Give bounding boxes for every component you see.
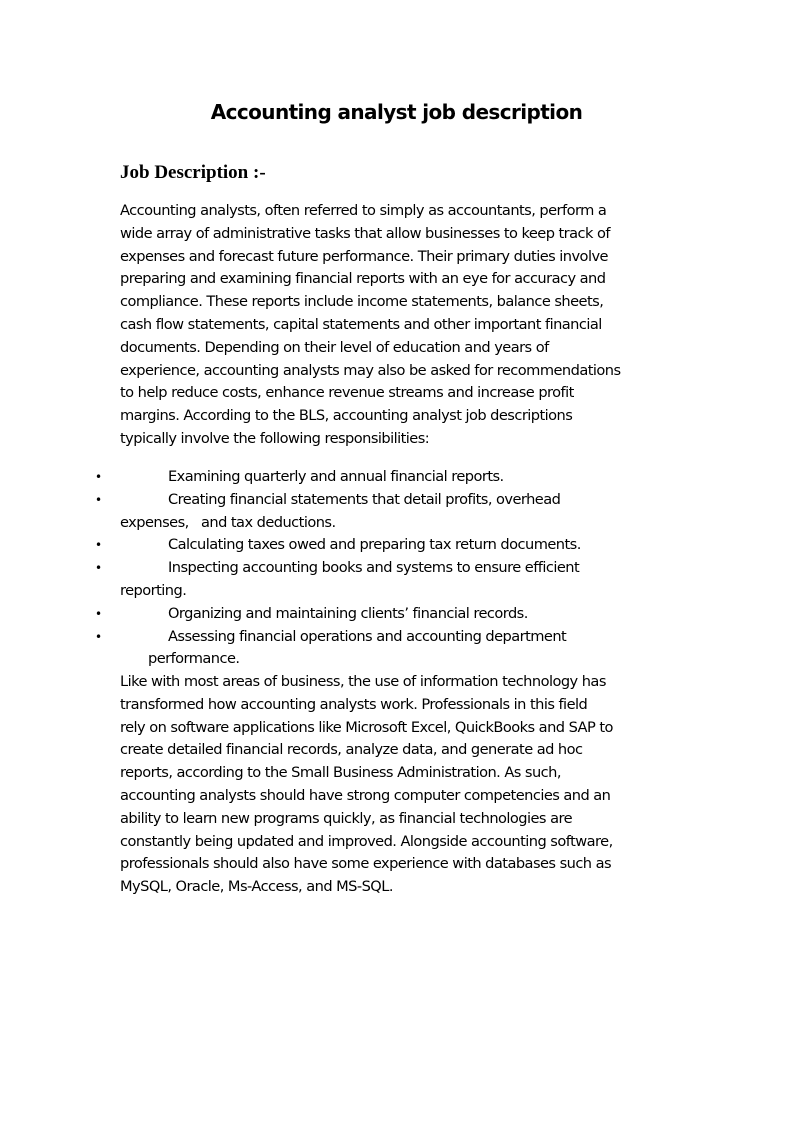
intro-line: cash flow statements, capital statements and other important financial <box>120 315 602 333</box>
intro-line: margins. According to the BLS, accounting analyst job descriptions <box>120 407 573 425</box>
responsibilities-list <box>0 466 793 671</box>
closing-line: constantly being updated and improved. Alongside accounting software, <box>120 832 613 850</box>
closing-line: create detailed financial records, analyze data, and generate ad hoc <box>120 741 583 759</box>
intro-line: preparing and examining financial reports with an eye for accuracy and <box>120 270 606 288</box>
intro-line: to help reduce costs, enhance revenue streams and increase profit <box>120 384 574 402</box>
list-item <box>0 603 620 626</box>
list-item-continuation: expenses, and tax deductions. <box>120 513 336 531</box>
closing-line: accounting analysts should have strong computer competencies and an <box>120 786 611 804</box>
list-item-text: Inspecting accounting books and systems to ensure efficient <box>168 559 580 577</box>
intro-line: compliance. These reports include income statements, balance sheets, <box>120 293 604 311</box>
list-item <box>0 466 620 489</box>
list-item-text: Organizing and maintaining clients’ financial records. <box>168 604 528 622</box>
bullet-icon: • <box>95 629 102 644</box>
list-item <box>0 489 620 535</box>
closing-paragraph <box>120 671 680 899</box>
bullet-icon: • <box>95 561 102 576</box>
closing-line: Like with most areas of business, the use of information technology has <box>120 673 606 690</box>
intro-paragraph <box>120 200 680 451</box>
bullet-icon: • <box>95 470 102 484</box>
closing-line: rely on software applications like Microsoft Excel, QuickBooks and SAP to <box>120 718 613 736</box>
list-item <box>0 534 620 557</box>
intro-line: experience, accounting analysts may also be asked for recommendations <box>120 361 621 379</box>
closing-line: reports, according to the Small Business Administration. As such, <box>120 764 561 782</box>
intro-line: Accounting analysts, often referred to simply as accountants, perform a <box>120 202 607 219</box>
section-heading: Job Description :- <box>120 162 266 183</box>
bullet-icon: • <box>95 492 102 507</box>
list-item <box>0 626 620 672</box>
intro-line: expenses and forecast future performance. Their primary duties involve <box>120 247 608 265</box>
bullet-icon: • <box>95 606 102 621</box>
closing-line: transformed how accounting analysts work. Professionals in this field <box>120 695 588 713</box>
list-item-continuation: reporting. <box>120 581 187 599</box>
closing-line: MySQL, Oracle, Ms-Access, and MS-SQL. <box>120 878 393 896</box>
bullet-icon: • <box>95 538 102 553</box>
list-item-text: Examining quarterly and annual financial reports. <box>168 468 504 485</box>
document-title: Accounting analyst job description <box>210 100 583 124</box>
list-item <box>0 557 620 603</box>
closing-line: professionals should also have some experience with databases such as <box>120 855 612 873</box>
intro-line: wide array of administrative tasks that allow businesses to keep track of <box>120 224 610 242</box>
list-item-text: Creating financial statements that detail profits, overhead <box>168 490 561 508</box>
closing-line: ability to learn new programs quickly, as financial technologies are <box>120 809 573 827</box>
list-item-text: Assessing financial operations and accounting department <box>168 627 567 645</box>
list-item-text: Calculating taxes owed and preparing tax return documents. <box>168 536 581 554</box>
list-item-continuation: performance. <box>148 650 240 668</box>
intro-line: typically involve the following responsibilities: <box>120 429 430 447</box>
intro-line: documents. Depending on their level of education and years of <box>120 338 549 356</box>
